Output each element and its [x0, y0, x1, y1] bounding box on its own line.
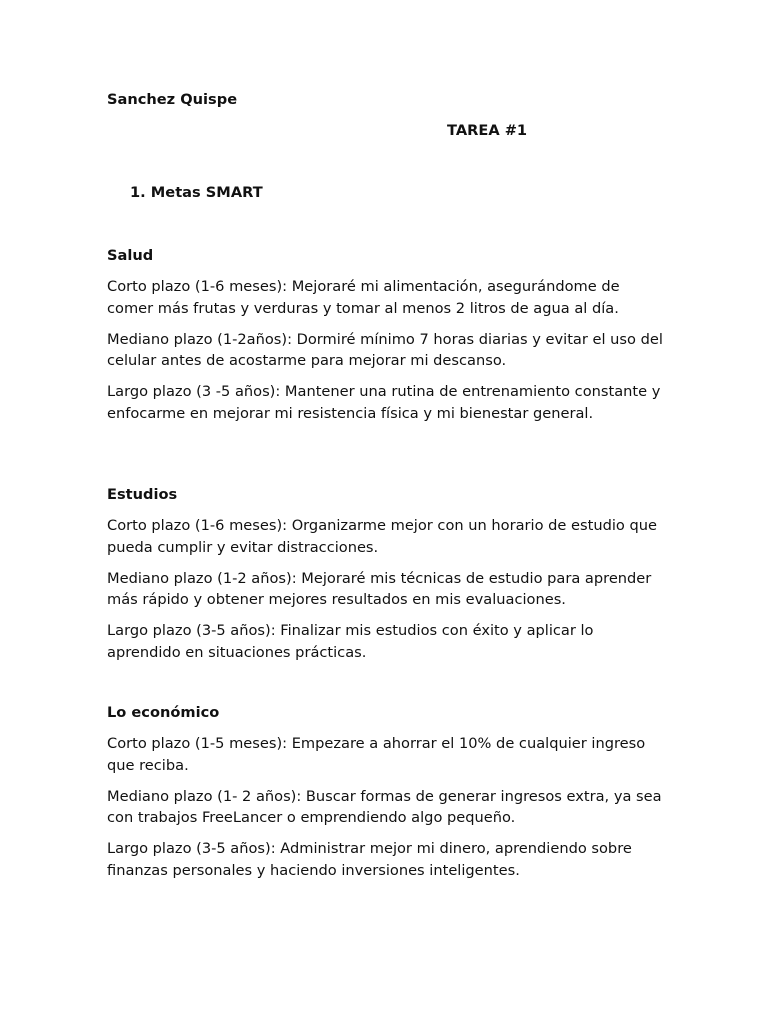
- section-estudios: [107, 484, 667, 673]
- section-title: Lo económico: [107, 704, 220, 721]
- goal-medium-term: Mediano plazo (1-2años): Dormiré mínimo 7 horas diarias y evitar el uso del celular antes de acostarme para mejorar mi descanso.: [107, 330, 663, 369]
- goal-medium-term: Mediano plazo (1-2 años): Mejoraré mis técnicas de estudio para aprender más rápido y obtener mejores resultados en mis evaluaciones.: [107, 569, 652, 608]
- section-economico: [107, 702, 667, 891]
- goal-short-term: Corto plazo (1-6 meses): Organizarme mejor con un horario de estudio que pueda cumplir y evitar distracciones.: [107, 517, 657, 556]
- section-title: Salud: [107, 247, 154, 264]
- goal-long-term: Largo plazo (3 -5 años): Mantener una rutina de entrenamiento constante y enfocarme en mejorar mi resistencia física y mi bienestar general.: [107, 383, 661, 422]
- author-name: Sanchez Quispe: [107, 91, 238, 108]
- goal-medium-term: Mediano plazo (1- 2 años): Buscar formas de generar ingresos extra, ya sea con trabajos FreeLancer o emprendiendo algo pequeño.: [107, 787, 662, 826]
- task-title: TAREA #1: [447, 122, 528, 139]
- goal-short-term: Corto plazo (1-6 meses): Mejoraré mi alimentación, asegurándome de comer más frutas y verduras y tomar al menos 2 litros de agua al día.: [107, 278, 620, 317]
- section-title: Estudios: [107, 486, 178, 503]
- goal-short-term: Corto plazo (1-5 meses): Empezare a ahorrar el 10% de cualquier ingreso que reciba.: [107, 735, 646, 774]
- numbered-heading: 1. Metas SMART: [130, 184, 263, 201]
- goal-long-term: Largo plazo (3-5 años): Finalizar mis estudios con éxito y aplicar lo aprendido en situaciones prácticas.: [107, 622, 594, 661]
- section-salud: [107, 245, 667, 434]
- goal-long-term: Largo plazo (3-5 años): Administrar mejor mi dinero, aprendiendo sobre finanzas personales y haciendo inversiones inteligentes.: [107, 840, 632, 879]
